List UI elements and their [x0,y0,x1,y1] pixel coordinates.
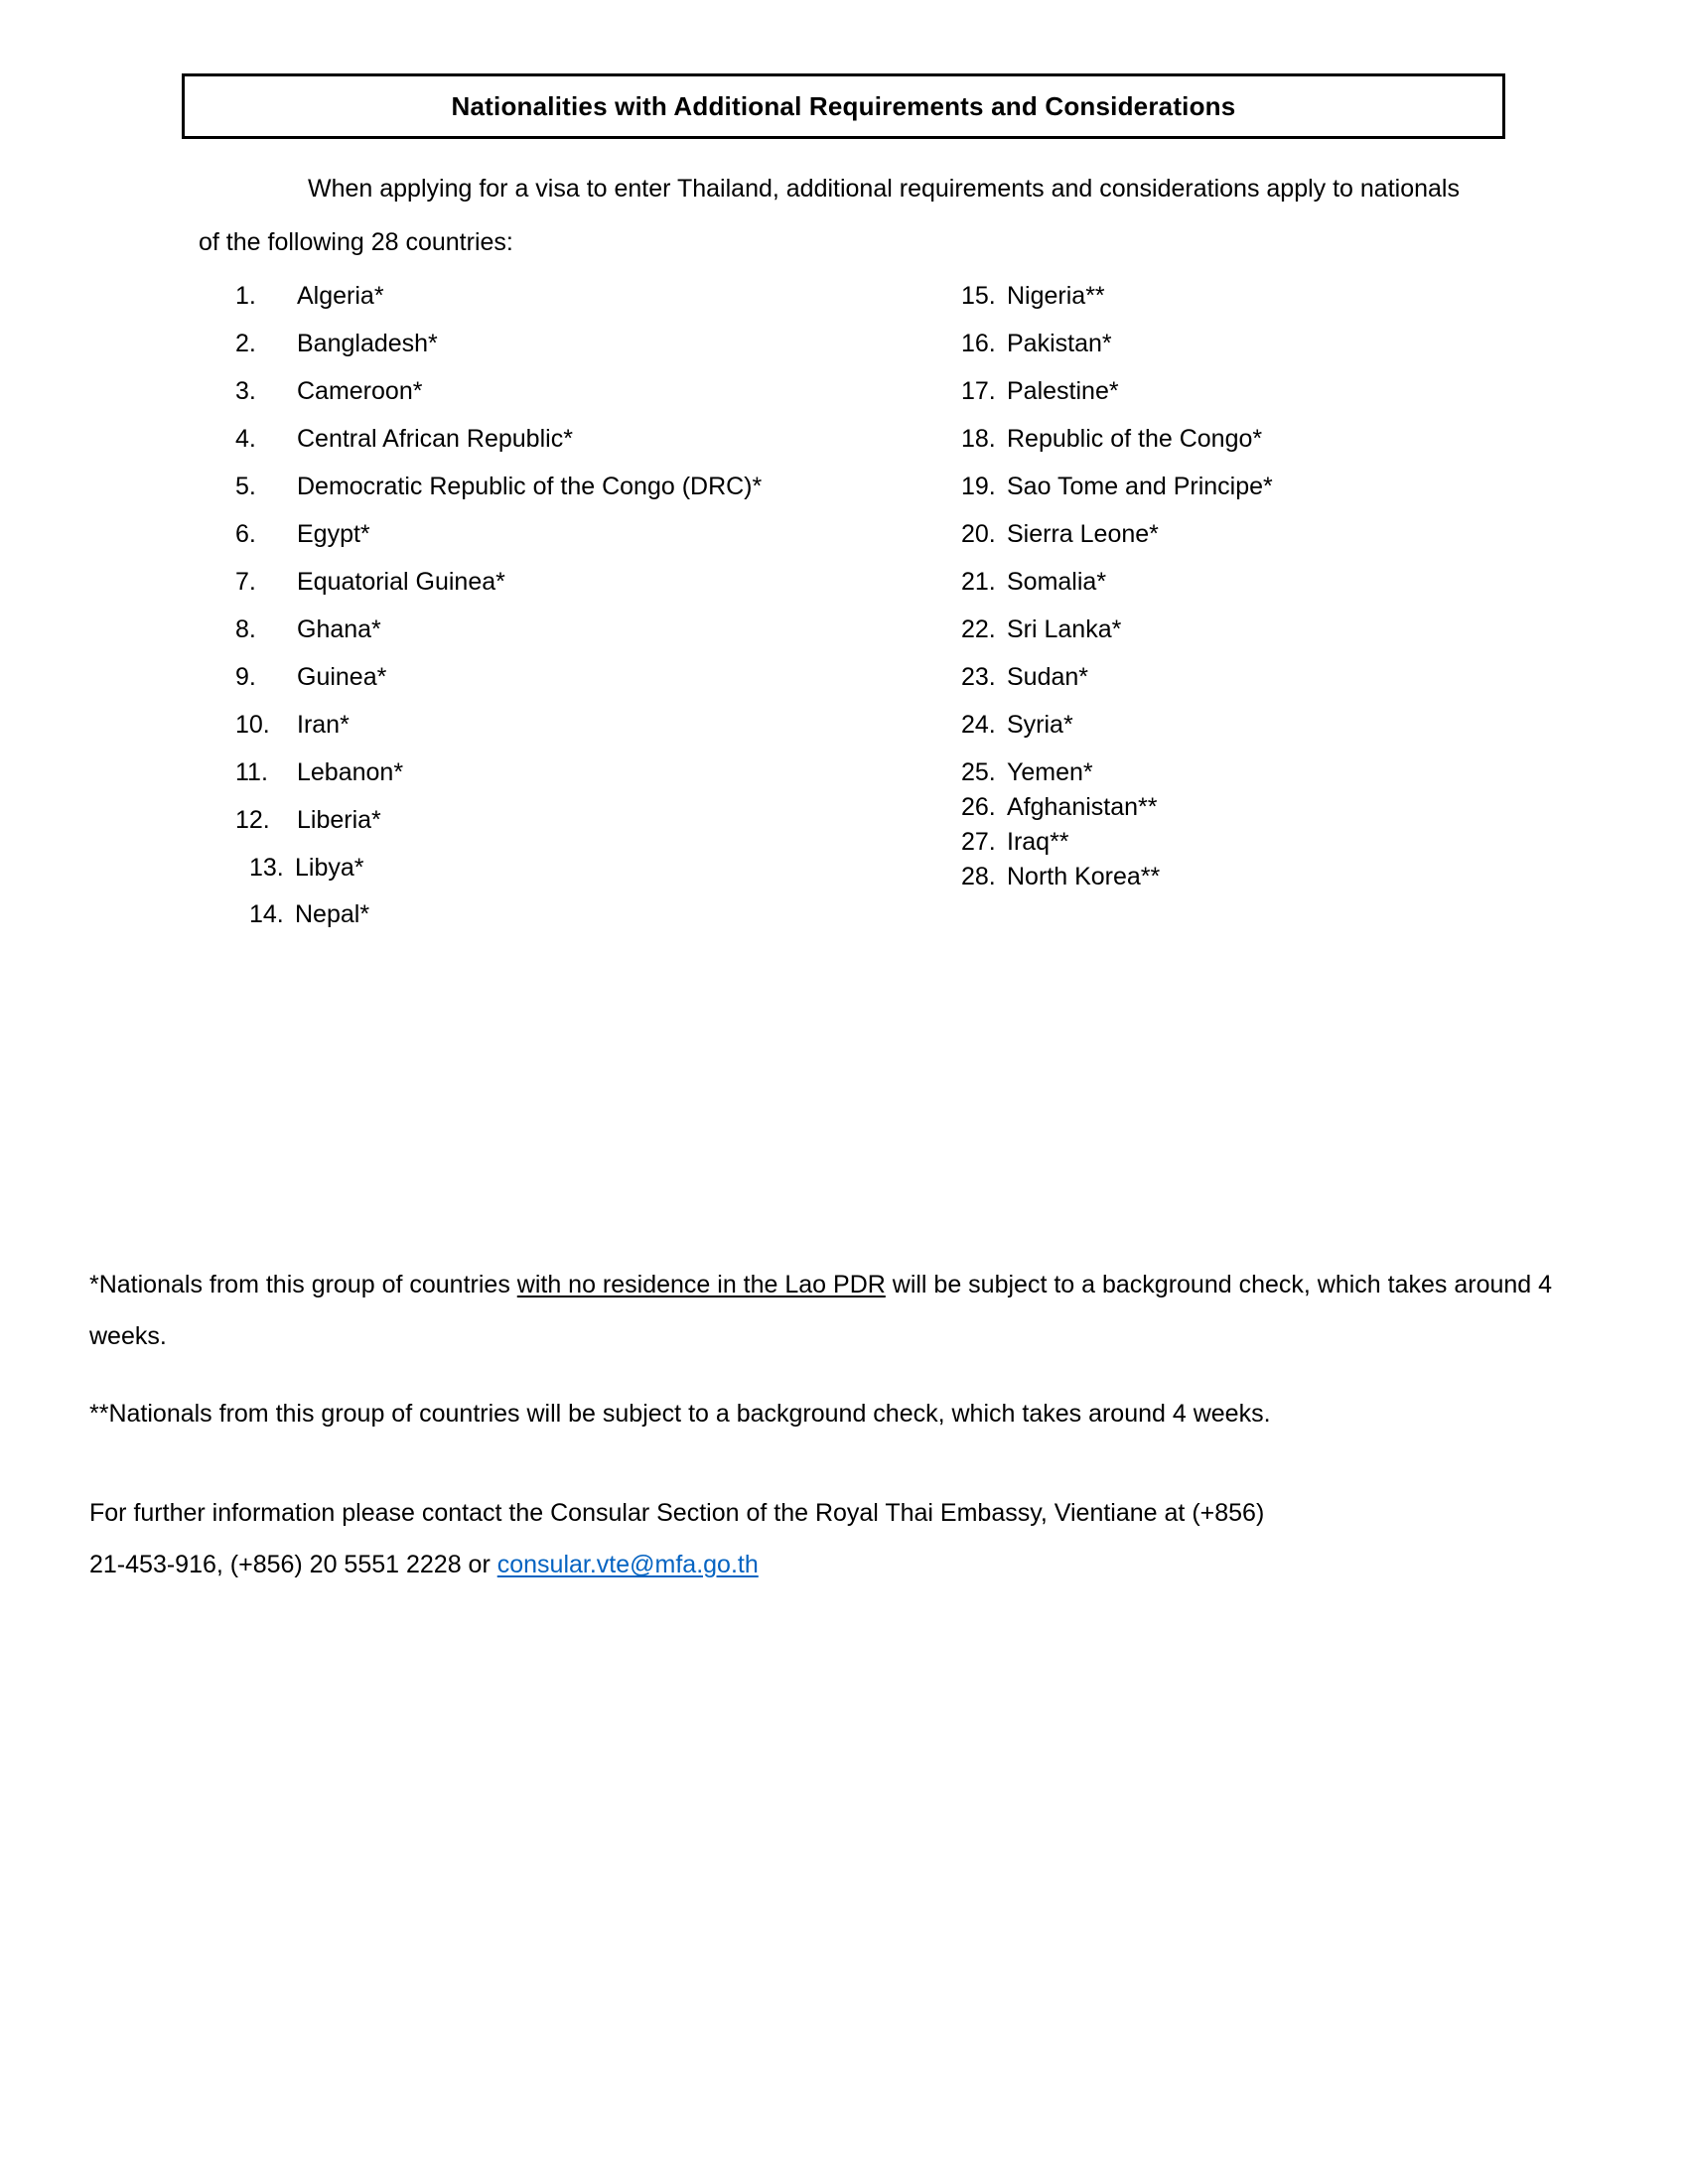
country-list-right-column [961,281,1517,896]
contact-paragraph [89,1487,1609,1590]
list-item [961,424,1517,454]
list-item-label: Syria* [1007,711,1073,739]
list-item-label: Lebanon* [297,758,404,786]
list-item [235,567,871,597]
list-item-number: 27. [961,828,996,856]
list-item [961,567,1517,597]
list-item-number: 24. [961,711,996,739]
list-item-label: Sri Lanka* [1007,615,1122,643]
list-item-label: Iran* [297,711,350,739]
list-item-number: 16. [961,330,996,357]
list-item-number: 11. [235,758,268,786]
list-item [235,614,871,644]
list-item [961,827,1517,857]
list-item [235,424,871,454]
list-item-number: 17. [961,377,996,405]
list-item-label: Guinea* [297,663,387,691]
list-item-number: 23. [961,663,996,691]
list-item-label: Yemen* [1007,758,1093,786]
list-item-number: 19. [961,473,996,500]
contact-line-2 [89,1539,1609,1590]
list-item [961,757,1517,787]
list-item [961,862,1517,891]
list-item [235,853,871,883]
list-item-number: 20. [961,520,996,548]
page-title: Nationalities with Additional Requirements and Considerations [451,90,1236,121]
list-item-label: Ghana* [297,615,381,643]
list-item-label: Republic of the Congo* [1007,425,1263,453]
list-item-label: Egypt* [297,520,370,548]
footnote-single-text-part2: will be subject to a background check, which takes around 4 weeks. [89,1271,1553,1350]
country-list [0,281,1688,928]
contact-email-link[interactable]: consular.vte@mfa.go.th [496,1551,759,1578]
list-item-label: Somalia* [1007,568,1107,596]
list-item [961,792,1517,822]
list-item [235,376,871,406]
list-item-number: 6. [235,520,256,548]
list-item-label: Sao Tome and Principe* [1007,473,1273,500]
list-item [235,805,871,835]
list-item-label: Sudan* [1007,663,1089,691]
list-item [961,614,1517,644]
list-item [235,519,871,549]
intro-paragraph: When applying for a visa to enter Thailand, additional requirements and considerations apply to nationals of the following 28 countries: [199,175,1460,256]
document-title-box [182,73,1505,139]
list-item-label: Equatorial Guinea* [297,568,505,596]
list-item-number: 13. [249,854,284,882]
footnote-single-text-part1: *Nationals from this group of countries [89,1271,517,1298]
list-item-label: Iraq** [1007,828,1069,856]
footnote-underlined-clause: with no residence in the Lao PDR [516,1271,886,1298]
list-item-label: Democratic Republic of the Congo (DRC)* [297,473,763,500]
list-item-label: Sierra Leone* [1007,520,1159,548]
list-item [961,376,1517,406]
list-item-number: 25. [961,758,996,786]
list-item-number: 10. [235,711,270,739]
list-item-label: Pakistan* [1007,330,1112,357]
list-item-number: 1. [235,282,256,310]
list-item-label: Afghanistan** [1007,793,1158,821]
list-item-label: Palestine* [1007,377,1119,405]
list-item [961,662,1517,692]
list-item-label: Nigeria** [1007,282,1105,310]
list-item-number: 15. [961,282,996,310]
list-item-label: Nepal* [295,900,370,928]
list-item-number: 18. [961,425,996,453]
list-item-number: 21. [961,568,996,596]
list-item-label: Cameroon* [297,377,423,405]
contact-line-1: For further information please contact the Consular Section of the Royal Thai Embassy, Vientiane at (+856) [89,1499,1265,1527]
list-item [961,519,1517,549]
list-item [961,710,1517,740]
list-item-number: 14. [249,900,284,928]
list-item-number: 28. [961,863,996,890]
list-item-label: Bangladesh* [297,330,438,357]
list-item-number: 3. [235,377,256,405]
list-item-number: 12. [235,806,270,834]
list-item-label: North Korea** [1007,863,1161,890]
list-item [235,329,871,358]
list-item-number: 5. [235,473,256,500]
list-item-label: Libya* [295,854,364,882]
list-item [235,281,871,311]
list-item [235,899,871,929]
list-item [961,281,1517,311]
list-item-number: 22. [961,615,996,643]
list-item-label: Central African Republic* [297,425,573,453]
list-item-number: 8. [235,615,256,643]
list-item [961,329,1517,358]
list-item-number: 9. [235,663,256,691]
list-item-label: Algeria* [297,282,384,310]
country-list-left-column [235,281,871,946]
list-item-label: Liberia* [297,806,381,834]
list-item [235,662,871,692]
list-item [961,472,1517,501]
list-item [235,710,871,740]
list-item-number: 4. [235,425,256,453]
footnote-double-asterisk: **Nationals from this group of countries will be subject to a background check, which takes around 4 weeks. [89,1400,1271,1428]
list-item-number: 26. [961,793,996,821]
footnote-single-asterisk [89,1259,1609,1362]
list-item-number: 7. [235,568,256,596]
list-item-number: 2. [235,330,256,357]
list-item [235,757,871,787]
list-item [235,472,871,501]
contact-phone-numbers: 21-453-916, (+856) 20 5551 2228 or [89,1551,497,1578]
